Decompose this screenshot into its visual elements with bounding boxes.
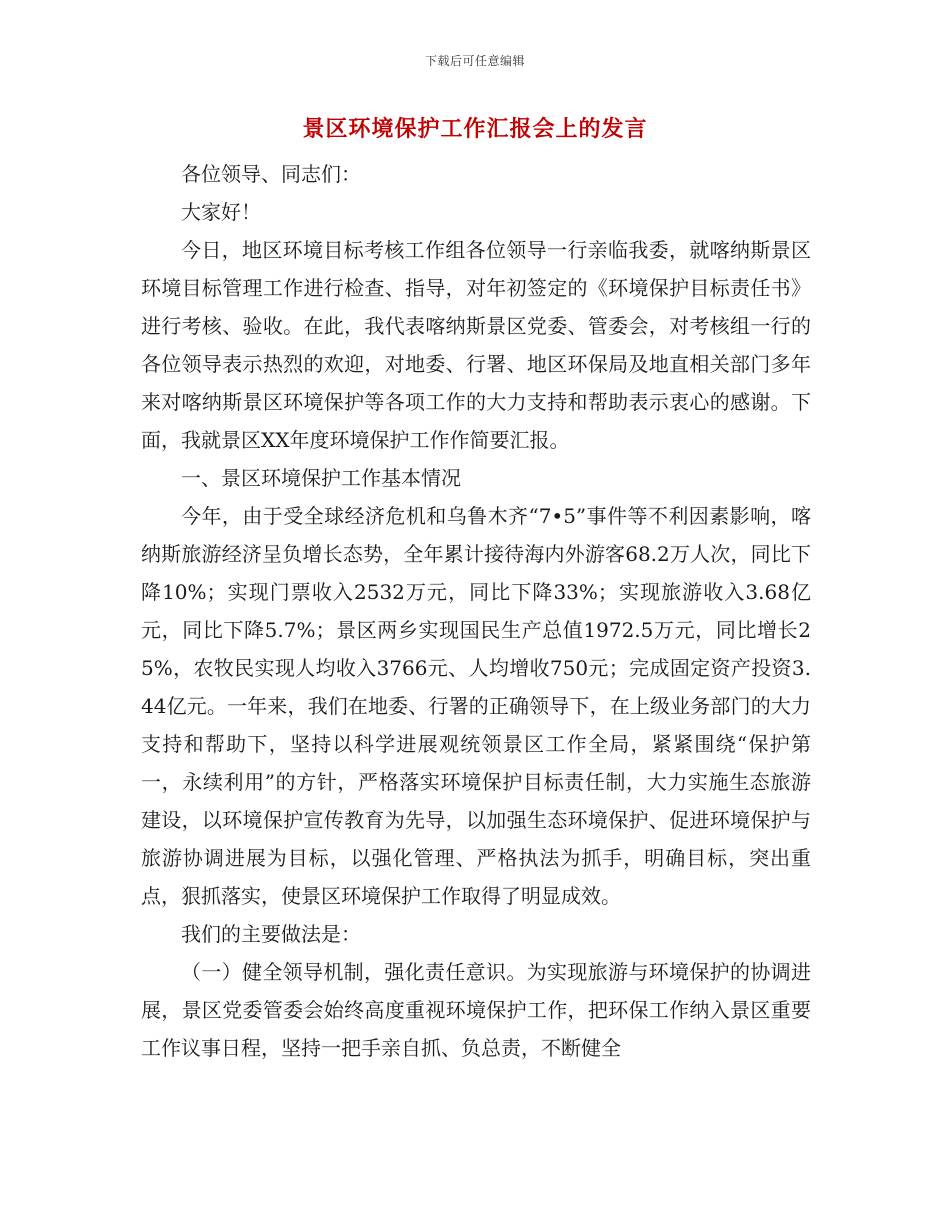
paragraph-salutation: 各位领导、同志们： — [181, 162, 361, 186]
document-title: 景区环境保护工作汇报会上的发言 — [302, 116, 648, 142]
paragraph-intro: 今日，地区环境目标考核工作组各位领导一行亲临我委，就喀纳斯景区环境目标管理工作进行检查、指导，对年初签定的《环境保护目标责任书》进行考核、验收。在此，我代表喀纳斯景区党委、管委会，对考核组一行的各位领导表示热烈的欢迎，对地委、行署、地区环保局及地直相关部门多年来对喀纳斯景区环境保护等各项工作的大力支持和帮助表示衷心的感谢。下面，我就景区XX年度环境保护工作作简要汇报。 — [141, 238, 811, 452]
paragraph-main-methods: 我们的主要做法是： — [181, 922, 361, 946]
paragraph-method-1: （一）健全领导机制，强化责任意识。为实现旅游与环境保护的协调进展，景区党委管委会始终高度重视环境保护工作，把环保工作纳入景区重要工作议事日程，坚持一把手亲自抓、负总责，不断健全 — [141, 960, 811, 1060]
paragraph-greeting: 大家好！ — [181, 200, 261, 224]
paragraph-overview: 今年，由于受全球经济危机和乌鲁木齐“7•5”事件等不利因素影响，喀纳斯旅游经济呈负增长态势，全年累计接待海内外游客68.2万人次，同比下降10%；实现门票收入2532万元，同比下降33%；实现旅游收入3.68亿元，同比下降5.7%；景区两乡实现国民生产总值1972.5万元，同比增长25%，农牧民实现人均收入3766元、人均增收750元；完成固定资产投资3.44亿元。一年来，我们在地委、行署的正确领导下，在上级业务部门的大力支持和帮助下，坚持以科学进展观统领景区工作全局，紧紧围绕“保护第一，永续利用”的方针，严格落实环境保护目标责任制，大力实施生态旅游建设，以环境保护宣传教育为先导，以加强生态环境保护、促进环境保护与旅游协调进展为目标，以强化管理、严格执法为抓手，明确目标，突出重点，狠抓落实，使景区环境保护工作取得了明显成效。 — [141, 504, 811, 908]
section-heading-1: 一、景区环境保护工作基本情况 — [181, 466, 461, 490]
header-note: 下载后可任意编辑 — [424, 54, 525, 68]
document-body — [141, 155, 811, 1067]
